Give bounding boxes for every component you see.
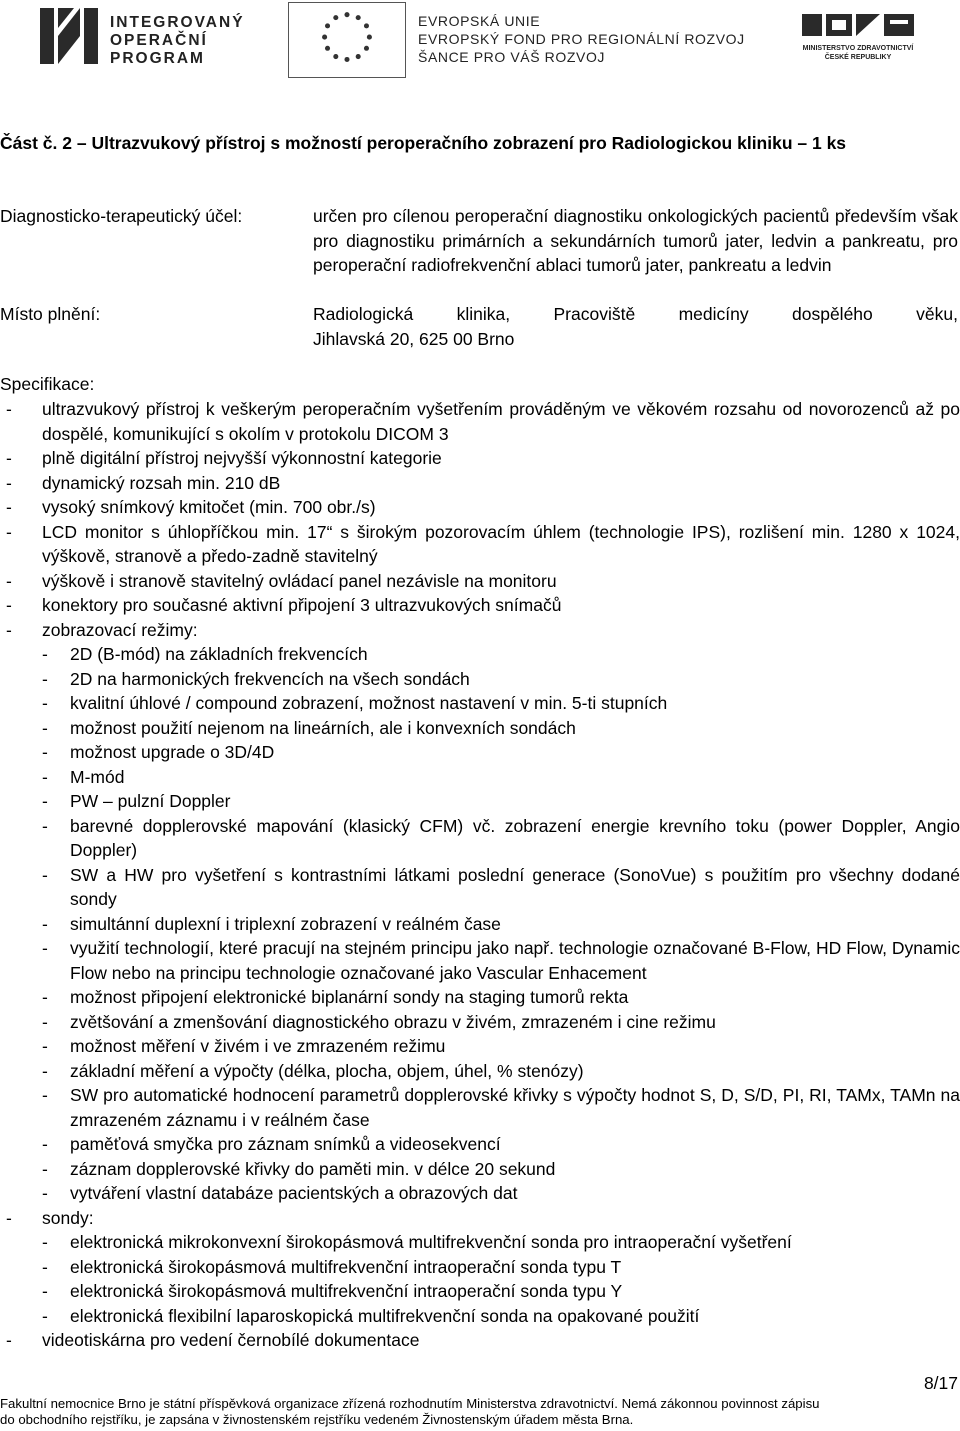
spec-item bbox=[0, 1059, 960, 1084]
spec-item-text: sondy: bbox=[42, 1207, 94, 1228]
page-number: 8/17 bbox=[923, 1373, 958, 1393]
spec-item-text: LCD monitor s úhlopříčkou min. 17“ s širokým pozorovacím úhlem (technologie IPS), rozlišení min. 1280 x 1024, výškově, stranově a předo-zadně stavitelný bbox=[42, 521, 960, 566]
spec-item bbox=[0, 936, 960, 985]
bullet-dash: - bbox=[42, 987, 48, 1007]
spec-item-text: dynamický rozsah min. 210 dB bbox=[42, 472, 281, 493]
spec-item bbox=[0, 1157, 960, 1182]
iop-line-2: OPERAČNÍ bbox=[110, 32, 208, 49]
iop-text bbox=[110, 14, 245, 68]
spec-item bbox=[0, 1328, 960, 1353]
eu-line-2: EVROPSKÝ FOND PRO REGIONÁLNÍ ROZVOJ bbox=[418, 31, 745, 47]
spec-item-text: videotiskárna pro vedení černobílé dokumentace bbox=[42, 1330, 420, 1350]
place-value-1: Radiologická klinika, Pracoviště medicíny dospělého věku, bbox=[313, 304, 958, 324]
spec-item-text: paměťová smyčka pro záznam snímků a videosekvencí bbox=[70, 1134, 501, 1154]
place-value-2: Jihlavská 20, 625 00 Brno bbox=[313, 328, 515, 349]
spec-item-text: konektory pro současné aktivní připojení 3 ultrazvukových snímačů bbox=[42, 595, 562, 615]
eu-flag-icon bbox=[288, 2, 406, 78]
bullet-dash: - bbox=[42, 815, 48, 836]
iop-mark-icon bbox=[40, 6, 100, 66]
bullet-dash: - bbox=[42, 1305, 48, 1326]
bullet-dash: - bbox=[42, 1256, 48, 1277]
spec-item-text: PW – pulzní Doppler bbox=[70, 791, 231, 811]
spec-item bbox=[0, 471, 960, 496]
page-header bbox=[0, 0, 960, 80]
eu-line-1: EVROPSKÁ UNIE bbox=[418, 13, 541, 29]
spec-item-text: elektronická mikrokonvexní širokopásmová multifrekvenční sonda pro intraoperační vyšetření bbox=[70, 1232, 792, 1252]
spec-item-text: zvětšování a zmenšování diagnostického obrazu v živém, zmrazeném i cine režimu bbox=[70, 1011, 716, 1032]
spec-item-text: zobrazovací režimy: bbox=[42, 619, 198, 640]
bullet-dash: - bbox=[42, 644, 48, 664]
mzcr-caption bbox=[796, 44, 920, 62]
mzcr-mark-icon bbox=[796, 10, 920, 42]
bullet-dash: - bbox=[42, 1232, 48, 1252]
spec-item-text: M-mód bbox=[70, 766, 125, 787]
bullet-dash: - bbox=[42, 668, 48, 689]
mzcr-caption-1: MINISTERSTVO ZDRAVOTNICTVÍ bbox=[802, 45, 914, 52]
bullet-dash: - bbox=[42, 1281, 48, 1301]
spec-item-text: výškově i stranově stavitelný ovládací panel nezávisle na monitoru bbox=[42, 570, 557, 591]
spec-item bbox=[0, 1132, 960, 1157]
spec-item-text: záznam dopplerovské křivky do paměti min. v délce 20 sekund bbox=[70, 1158, 556, 1179]
spec-item bbox=[0, 1083, 960, 1132]
spec-item-text: SW a HW pro vyšetření s kontrastními látkami poslední generace (SonoVue) s použitím pro všechny dodané sondy bbox=[70, 864, 960, 909]
spec-item-text: SW pro automatické hodnocení parametrů dopplerovské křivky s výpočty hodnot S, D, S/D, PI, RI, TAMx, TAMn na zmrazeném záznamu i v reálném čase bbox=[70, 1085, 960, 1130]
bullet-dash: - bbox=[42, 1183, 48, 1203]
spec-item-text: 2D na harmonických frekvencích na všech sondách bbox=[70, 668, 470, 689]
spec-item bbox=[0, 1181, 960, 1206]
eu-line-3: ŠANCE PRO VÁŠ ROZVOJ bbox=[418, 49, 606, 65]
spec-item bbox=[0, 642, 960, 667]
place-row bbox=[0, 302, 960, 352]
footer bbox=[0, 1396, 960, 1428]
bullet-dash: - bbox=[42, 693, 48, 713]
iop-line-1: INTEGROVANÝ bbox=[110, 14, 245, 31]
bullet-dash: - bbox=[42, 1036, 48, 1056]
spec-item-text: elektronická širokopásmová multifrekvenční intraoperační sonda typu Y bbox=[70, 1281, 623, 1301]
spec-item bbox=[0, 789, 960, 814]
mzcr-caption-2: ČESKÉ REPUBLIKY bbox=[824, 54, 892, 61]
spec-item bbox=[0, 667, 960, 692]
spec-item bbox=[0, 740, 960, 765]
spec-item-text: kvalitní úhlové / compound zobrazení, možnost nastavení v min. 5-ti stupních bbox=[70, 693, 668, 713]
spec-item bbox=[0, 985, 960, 1010]
bullet-dash: - bbox=[6, 1207, 12, 1228]
spec-item bbox=[0, 495, 960, 520]
spec-item-text: barevné dopplerovské mapování (klasický CFM) vč. zobrazení energie krevního toku (power Doppler, Angio Doppler) bbox=[70, 815, 960, 860]
mzcr-logo bbox=[796, 10, 920, 70]
spec-item-text: možnost připojení elektronické biplanární sondy na staging tumorů rekta bbox=[70, 987, 629, 1007]
bullet-dash: - bbox=[6, 448, 12, 468]
spec-item-text: plně digitální přístroj nejvyšší výkonnostní kategorie bbox=[42, 448, 442, 468]
bullet-dash: - bbox=[6, 1330, 12, 1350]
spec-item-text: využití technologií, které pracují na stejném principu jako např. technologie označované B-Flow, HD Flow, Dynamic Flow nebo na principu technologie označované jako Vascular Enhacement bbox=[70, 938, 960, 983]
purpose-label: Diagnosticko-terapeutický účel: bbox=[0, 206, 243, 226]
spec-item-text: 2D (B-mód) na základních frekvencích bbox=[70, 644, 368, 664]
bullet-dash: - bbox=[42, 1011, 48, 1032]
spec-item-text: možnost upgrade o 3D/4D bbox=[70, 742, 275, 762]
bullet-dash: - bbox=[42, 938, 48, 958]
bullet-dash: - bbox=[6, 472, 12, 493]
section-heading: Část č. 2 – Ultrazvukový přístroj s možností peroperačního zobrazení pro Radiologickou kliniku – 1 ks bbox=[0, 133, 847, 153]
spec-item-text: základní měření a výpočty (délka, plocha, objem, úhel, % stenózy) bbox=[70, 1060, 584, 1081]
spec-item bbox=[0, 1010, 960, 1035]
bullet-dash: - bbox=[42, 742, 48, 762]
bullet-dash: - bbox=[42, 1085, 48, 1105]
purpose-value: určen pro cílenou peroperační diagnostiku onkologických pacientů především však pro diagnostiku primárních a sekundárních tumorů jater, ledvin a pankreatu, pro peroperační radiofrekvenční ablaci tumorů jater, pankreatu a ledvin bbox=[313, 206, 958, 275]
bullet-dash: - bbox=[42, 1060, 48, 1081]
spec-item bbox=[0, 569, 960, 594]
footer-line-2: do obchodního rejstříku, je zapsána v živnostenském rejstříku vedeném Živnostenským úřadem města Brna. bbox=[0, 1412, 634, 1427]
spec-item-text: vysoký snímkový kmitočet (min. 700 obr./s) bbox=[42, 497, 376, 517]
bullet-dash: - bbox=[42, 717, 48, 738]
bullet-dash: - bbox=[6, 570, 12, 591]
purpose-row bbox=[0, 204, 960, 304]
bullet-dash: - bbox=[42, 913, 48, 934]
spec-item bbox=[0, 1304, 960, 1329]
bullet-dash: - bbox=[42, 791, 48, 811]
spec-item bbox=[0, 765, 960, 790]
spec-item bbox=[0, 863, 960, 912]
footer-line-1: Fakultní nemocnice Brno je státní příspěvková organizace zřízená rozhodnutím Ministerstva zdravotnictví. Nemá zákonnou povinnost zápisu bbox=[0, 1396, 820, 1411]
iop-logo bbox=[40, 6, 270, 74]
spec-item-text: možnost měření v živém i ve zmrazeném režimu bbox=[70, 1036, 446, 1056]
bullet-dash: - bbox=[6, 521, 12, 542]
spec-item bbox=[0, 1279, 960, 1304]
spec-list bbox=[0, 397, 960, 1353]
spec-item bbox=[0, 1206, 960, 1231]
bullet-dash: - bbox=[6, 497, 12, 517]
bullet-dash: - bbox=[6, 595, 12, 615]
spec-item bbox=[0, 593, 960, 618]
spec-item bbox=[0, 520, 960, 569]
spec-item bbox=[0, 912, 960, 937]
bullet-dash: - bbox=[42, 766, 48, 787]
spec-item bbox=[0, 814, 960, 863]
spec-item bbox=[0, 716, 960, 741]
spec-item-text: elektronická širokopásmová multifrekvenční intraoperační sonda typu T bbox=[70, 1256, 622, 1277]
spec-item-text: možnost použití nejenom na lineárních, ale i konvexních sondách bbox=[70, 717, 576, 738]
spec-item bbox=[0, 691, 960, 716]
spec-item-text: ultrazvukový přístroj k veškerým peroperačním vyšetřením prováděným ve věkovém rozsahu od novorozenců až po dospělé, komunikující s okolím v protokolu DICOM 3 bbox=[42, 399, 960, 444]
place-label: Místo plnění: bbox=[0, 304, 101, 324]
bullet-dash: - bbox=[42, 1158, 48, 1179]
bullet-dash: - bbox=[42, 864, 48, 885]
spec-item bbox=[0, 618, 960, 643]
bullet-dash: - bbox=[42, 1134, 48, 1154]
bullet-dash: - bbox=[6, 399, 12, 419]
bullet-dash: - bbox=[6, 619, 12, 640]
spec-item bbox=[0, 1230, 960, 1255]
spec-item-text: vytváření vlastní databáze pacientských a obrazových dat bbox=[70, 1183, 518, 1203]
spec-item-text: elektronická flexibilní laparoskopická multifrekvenční sonda na opakované použití bbox=[70, 1305, 700, 1326]
spec-item-text: simultánní duplexní i triplexní zobrazení v reálném čase bbox=[70, 913, 501, 934]
eu-text bbox=[418, 12, 745, 66]
spec-label: Specifikace: bbox=[0, 374, 95, 394]
spec-item bbox=[0, 446, 960, 471]
iop-line-3: PROGRAM bbox=[110, 50, 205, 67]
spec-item bbox=[0, 1034, 960, 1059]
spec-item bbox=[0, 397, 960, 446]
spec-item bbox=[0, 1255, 960, 1280]
